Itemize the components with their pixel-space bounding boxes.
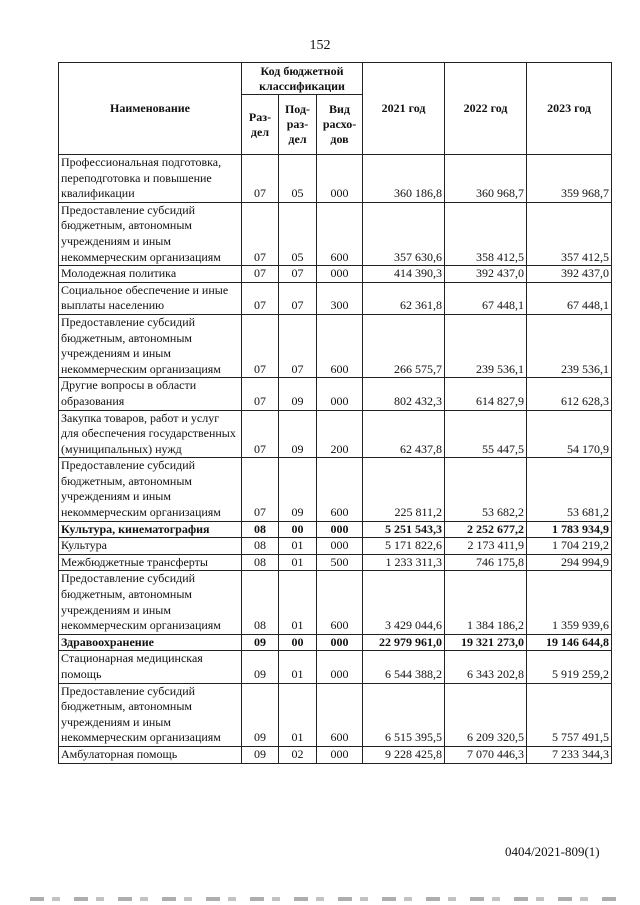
header-razdel: Раз-дел	[242, 95, 279, 155]
row-value-2023: 392 437,0	[527, 266, 612, 283]
row-vid: 000	[317, 521, 363, 538]
row-vid: 200	[317, 410, 363, 458]
table-row	[59, 554, 612, 571]
row-podrazdel: 07	[279, 314, 317, 377]
row-value-2021: 9 228 425,8	[363, 746, 445, 763]
row-value-2023: 239 536,1	[527, 314, 612, 377]
table-row	[59, 634, 612, 651]
row-podrazdel: 05	[279, 202, 317, 265]
row-razdel: 07	[242, 458, 279, 521]
row-name: Культура	[59, 538, 242, 555]
row-name: Закупка товаров, работ и услуг для обеспечения государственных (муниципальных) нужд	[59, 410, 242, 458]
table-row	[59, 571, 612, 634]
row-value-2023: 53 681,2	[527, 458, 612, 521]
row-podrazdel: 02	[279, 746, 317, 763]
row-podrazdel: 01	[279, 538, 317, 555]
budget-table	[58, 62, 612, 764]
row-value-2023: 5 757 491,5	[527, 683, 612, 746]
table-row	[59, 521, 612, 538]
header-name: Наименование	[59, 63, 242, 155]
row-value-2022: 2 252 677,2	[445, 521, 527, 538]
row-podrazdel: 01	[279, 571, 317, 634]
row-name: Предоставление субсидий бюджетным, автономным учреждениям и иным некоммерческим организациям	[59, 202, 242, 265]
row-value-2023: 1 704 219,2	[527, 538, 612, 555]
row-vid: 600	[317, 458, 363, 521]
header-2023: 2023 год	[527, 63, 612, 155]
row-value-2022: 358 412,5	[445, 202, 527, 265]
row-podrazdel: 01	[279, 651, 317, 683]
row-value-2022: 19 321 273,0	[445, 634, 527, 651]
row-podrazdel: 00	[279, 521, 317, 538]
row-podrazdel: 07	[279, 282, 317, 314]
row-value-2021: 5 251 543,3	[363, 521, 445, 538]
row-razdel: 07	[242, 266, 279, 283]
row-value-2023: 1 359 939,6	[527, 571, 612, 634]
page-number: 152	[309, 38, 331, 53]
row-value-2021: 357 630,6	[363, 202, 445, 265]
row-value-2021: 6 515 395,5	[363, 683, 445, 746]
row-name: Предоставление субсидий бюджетным, автономным учреждениям и иным некоммерческим организациям	[59, 458, 242, 521]
row-razdel: 07	[242, 155, 279, 203]
row-name: Амбулаторная помощь	[59, 746, 242, 763]
row-razdel: 08	[242, 571, 279, 634]
row-podrazdel: 09	[279, 410, 317, 458]
row-value-2022: 53 682,2	[445, 458, 527, 521]
row-name: Молодежная политика	[59, 266, 242, 283]
scan-edge-marks	[30, 897, 620, 901]
row-vid: 000	[317, 746, 363, 763]
row-value-2021: 266 575,7	[363, 314, 445, 377]
header-vid: Вид расхо-дов	[317, 95, 363, 155]
row-value-2022: 55 447,5	[445, 410, 527, 458]
row-value-2021: 414 390,3	[363, 266, 445, 283]
row-vid: 000	[317, 266, 363, 283]
row-value-2022: 746 175,8	[445, 554, 527, 571]
row-value-2023: 294 994,9	[527, 554, 612, 571]
row-name: Здравоохранение	[59, 634, 242, 651]
row-podrazdel: 09	[279, 458, 317, 521]
header-podrazdel: Под-раз-дел	[279, 95, 317, 155]
row-vid: 600	[317, 571, 363, 634]
row-name: Предоставление субсидий бюджетным, автономным учреждениям и иным некоммерческим организациям	[59, 314, 242, 377]
row-name: Межбюджетные трансферты	[59, 554, 242, 571]
row-name: Социальное обеспечение и иные выплаты населению	[59, 282, 242, 314]
row-podrazdel: 09	[279, 378, 317, 410]
row-value-2021: 6 544 388,2	[363, 651, 445, 683]
row-razdel: 08	[242, 538, 279, 555]
table-row	[59, 155, 612, 203]
table-row	[59, 683, 612, 746]
row-value-2022: 6 343 202,8	[445, 651, 527, 683]
row-value-2021: 3 429 044,6	[363, 571, 445, 634]
row-name: Предоставление субсидий бюджетным, автономным учреждениям и иным некоммерческим организациям	[59, 683, 242, 746]
row-value-2023: 612 628,3	[527, 378, 612, 410]
row-value-2022: 7 070 446,3	[445, 746, 527, 763]
table-row	[59, 378, 612, 410]
table-row	[59, 458, 612, 521]
row-razdel: 08	[242, 521, 279, 538]
table-row	[59, 282, 612, 314]
row-vid: 600	[317, 314, 363, 377]
table-row	[59, 314, 612, 377]
table-row	[59, 538, 612, 555]
row-value-2021: 5 171 822,6	[363, 538, 445, 555]
row-value-2022: 2 173 411,9	[445, 538, 527, 555]
row-value-2023: 67 448,1	[527, 282, 612, 314]
row-vid: 000	[317, 378, 363, 410]
row-vid: 000	[317, 634, 363, 651]
row-value-2023: 1 783 934,9	[527, 521, 612, 538]
row-vid: 300	[317, 282, 363, 314]
header-2022: 2022 год	[445, 63, 527, 155]
row-razdel: 08	[242, 554, 279, 571]
row-value-2023: 19 146 644,8	[527, 634, 612, 651]
row-podrazdel: 00	[279, 634, 317, 651]
row-vid: 500	[317, 554, 363, 571]
row-vid: 600	[317, 202, 363, 265]
row-podrazdel: 05	[279, 155, 317, 203]
row-value-2021: 62 361,8	[363, 282, 445, 314]
row-value-2021: 360 186,8	[363, 155, 445, 203]
row-vid: 000	[317, 651, 363, 683]
row-value-2021: 225 811,2	[363, 458, 445, 521]
row-value-2023: 54 170,9	[527, 410, 612, 458]
document-code: 0404/2021-809(1)	[505, 844, 600, 859]
row-value-2023: 359 968,7	[527, 155, 612, 203]
row-value-2022: 614 827,9	[445, 378, 527, 410]
row-value-2022: 6 209 320,5	[445, 683, 527, 746]
row-value-2023: 357 412,5	[527, 202, 612, 265]
row-value-2022: 67 448,1	[445, 282, 527, 314]
table-body	[59, 155, 612, 764]
row-value-2022: 239 536,1	[445, 314, 527, 377]
row-value-2021: 1 233 311,3	[363, 554, 445, 571]
row-podrazdel: 01	[279, 554, 317, 571]
table-row	[59, 651, 612, 683]
row-value-2023: 5 919 259,2	[527, 651, 612, 683]
row-name: Предоставление субсидий бюджетным, автономным учреждениям и иным некоммерческим организациям	[59, 571, 242, 634]
row-name: Стационарная медицинская помощь	[59, 651, 242, 683]
header-2021: 2021 год	[363, 63, 445, 155]
row-value-2021: 22 979 961,0	[363, 634, 445, 651]
row-value-2022: 392 437,0	[445, 266, 527, 283]
row-vid: 000	[317, 155, 363, 203]
row-value-2022: 1 384 186,2	[445, 571, 527, 634]
row-vid: 600	[317, 683, 363, 746]
row-razdel: 07	[242, 378, 279, 410]
row-name: Профессиональная подготовка, переподготовка и повышение квалификации	[59, 155, 242, 203]
table-row	[59, 202, 612, 265]
table-row	[59, 746, 612, 763]
row-razdel: 09	[242, 634, 279, 651]
row-value-2022: 360 968,7	[445, 155, 527, 203]
table-row	[59, 266, 612, 283]
row-razdel: 07	[242, 282, 279, 314]
row-podrazdel: 07	[279, 266, 317, 283]
row-podrazdel: 01	[279, 683, 317, 746]
row-name: Другие вопросы в области образования	[59, 378, 242, 410]
row-razdel: 07	[242, 202, 279, 265]
row-razdel: 07	[242, 410, 279, 458]
row-razdel: 09	[242, 746, 279, 763]
row-razdel: 07	[242, 314, 279, 377]
row-vid: 000	[317, 538, 363, 555]
row-value-2021: 62 437,8	[363, 410, 445, 458]
header-code-group: Код бюджетной классификации	[242, 63, 363, 95]
row-value-2023: 7 233 344,3	[527, 746, 612, 763]
row-value-2021: 802 432,3	[363, 378, 445, 410]
row-name: Культура, кинематография	[59, 521, 242, 538]
row-razdel: 09	[242, 683, 279, 746]
table-row	[59, 410, 612, 458]
row-razdel: 09	[242, 651, 279, 683]
